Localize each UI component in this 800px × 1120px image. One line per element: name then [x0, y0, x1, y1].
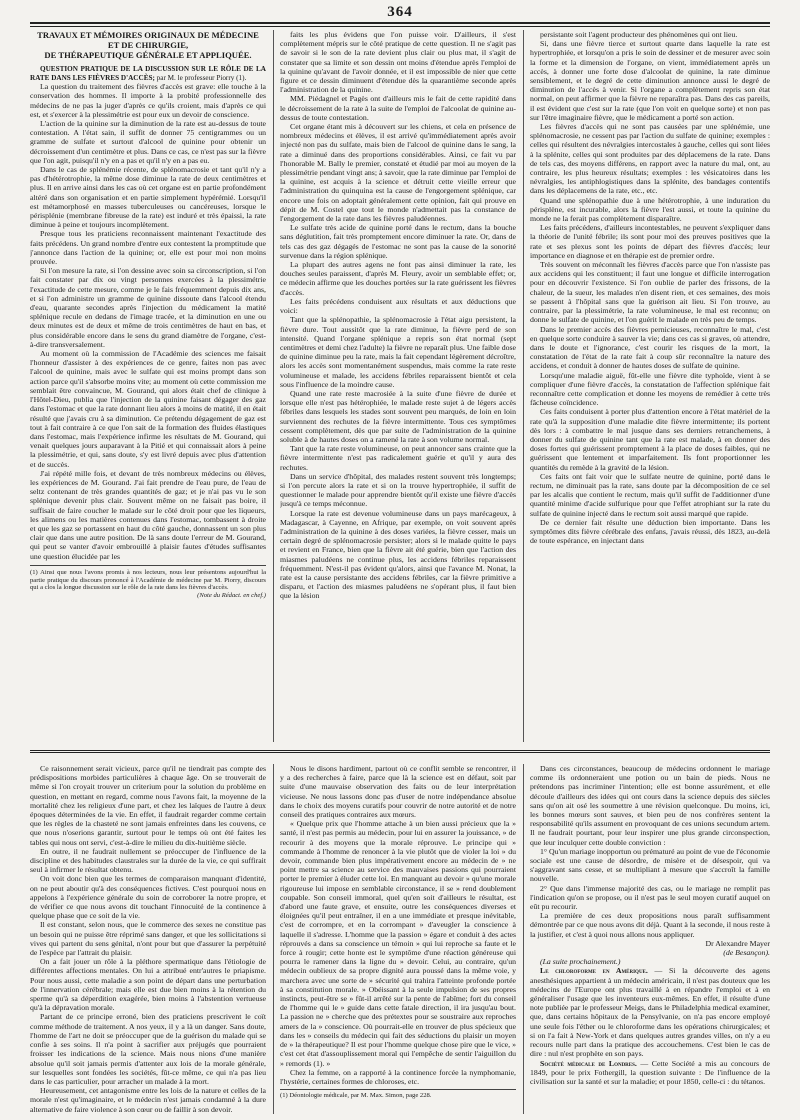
paragraph: Partant de ce principe erroné, bien des praticiens prescrivent le coït comme méthode de traitement. A nos yeux, il y a là un danger. Sans doute, l'homme de l'art ne doit se préoccuper que de la guérison du malade qui se confie à ses soins. Il n'a point à sacrifier aux préjugés que pourraient froisser les indications de la science. Mais nous nions d'une manière absolue qu'il soit jamais permis d'attenter aux lois de la morale générale, sur lesquelles sont fondées les sociétés, fût-ce même, ce qui n'a pas lieu dans le cas particulier, pour arracher un malade à la mort. — [30, 1012, 266, 1086]
header-rule — [30, 22, 770, 27]
column-divider — [523, 764, 524, 1114]
signature-name: Dr Alexandre Mayer — [705, 938, 770, 948]
paragraph: La première de ces deux propositions nous paraît suffisamment démontrée par ce que nous avons dit déjà. Quant à la seconde, il nous reste à la justifier, et c'est à quoi nous allons nous appliquer. — [530, 911, 770, 939]
paragraph: La plupart des autres agens ne font pas ainsi diminuer la rate, les douches seules paraissent, d'après M. Fleury, avoir un semblable effet; or, ce médecin affirme que les douches portées sur la rate guérissent les fièvres d'accès. — [280, 260, 516, 297]
section-divider — [30, 750, 770, 753]
paragraph: La question du traitement des fièvres d'accès est grave: elle touche à la conservation des hommes. Il importe à la probité professionnelle des médecins de ne pas la juger d'après ce qu'ils croient, mais d'après ce qui est, et s'exercer à la plessimétrie est pour eux un devoir de conscience. — [30, 82, 266, 119]
article-title — [30, 65, 266, 82]
col1-footnote-note: (Note du Rédact. en chef.) — [197, 592, 266, 600]
paragraph: « Quelque prix que l'homme attache à un bien aussi précieux que la » santé, il n'est pas permis au médecin, pour lui en assurer la jouissance, » de recourir à des moyens que la morale réprouve. Le principe qui » commande à l'homme de renoncer à la vie plutôt que de violer la loi » du devoir, commande bien plus impérativement encore au médecin de » ne point mettre sa science au service des mauvaises passions qui pourraient porter le premier à éluder cette loi. En manquant au devoir » qu'une morale rigoureuse lui impose en semblable circonstance, il se » rend doublement coupable. Son conseil immoral, quel qu'en soit d'ailleurs le résultat, est d'abord une faute grave, et ensuite, outre les conséquences diverses et éloignées qu'il peut entraîner, il en a une immédiate et presque inévitable, c'est de corrompre, et en la corrompant » d'aveugler la conscience à laquelle il s'adresse. L'homme que la passion » égare et conduit à des actes réprouvés a dans sa conscience un témoin » qui lui reproche sa faute et le force à rougir; cette honte est le symptôme d'une réaction généreuse qui pourra le ramener dans la ligne du » devoir. Celui, au contraire, qu'un médecin oublieux de sa propre dignité aura poussé dans la même voie, y marchera avec une sorte de » sécurité qui trahira l'atteinte profonde portée à sa constitution morale. » Obéissant à la seule impulsion de ses propres instincts, peut-être se » fût-il arrêté sur la pente de l'abîme; fort du conseil de l'homme qui le » guide dans cette fatale direction, il ira jusqu'au bout. La passion ne » cherche que des prétextes pour se soustraire aux reproches amers de la » conscience. Où pourrait-elle en trouver de plus spécieux que dans les » conseils du médecin qui fait des séductions du plaisir un moyen de » la thérapeutique? Il est pour l'homme quelque chose pire que le vice, » c'est cet état d'assouplissement moral qui l'empêche de sentir l'aiguillon du » remords (1). » — [280, 819, 516, 1068]
page-number: 364 — [387, 4, 413, 20]
paragraph: Dans un service d'hôpital, des malades restent souvent très longtemps; si l'on percute alors la rate et si on la trouve hypertrophiée, il suffit de questionner le malade pour apprendre bientôt qu'il existe une fièvre d'accès jusqu'à ce temps méconnue. — [280, 471, 516, 509]
paragraph: Ces faits conduisent à porter plus d'attention encore à l'état matériel de la rate qu'à la supposition d'une maladie dite fièvre intermittente; ils portent dès lors : à combattre le mal jusque dans ses derniers retranchemens, à donner du sulfate de quinine tant que la rate est malade, à en donner des doses fortes qui guérissent promptement à la place de doses faibles, qui ne guérissent que lentement et imparfaitement. Ils font proportionner les quantités du remède à la gravité de la lésion. — [530, 407, 770, 472]
paragraph: Tant que la splénopathie, la splénomacrosie à l'état aigu persistent, la fièvre dure. Tout aussitôt que la rate diminue, la fièvre perd de son intensité. Quand l'organe splénique a repris son état normal (sept centimètres et demi chez l'adulte) la fièvre ne reparaît plus. Une faible dose de quinine diminue peu la rate, mais la fait cependant légèrement décroître, alors les accès sont momentanément suspendus, mais comme la rate reste volumineuse et malade, les accidens fébriles reparaissent bientôt et cela sous l'influence de la moindre cause. — [280, 315, 516, 389]
top-column-2 — [280, 30, 516, 742]
paragraph: On a fait jouer un rôle à la pléthore spermatique dans l'étiologie de différentes affections mentales. On lui a attribué entr'autres le priapisme. Pour nous aussi, cette maladie a son point de départ dans une perturbation de l'innervation cérébrale; mais elle est due bien moins à la rétention du sperme qu'à sa déperdition exagérée, bien moins à l'abstention vertueuse qu'à la dépravation morale. — [30, 957, 266, 1013]
column-divider — [273, 764, 274, 1114]
article-title-text: QUESTION PRATIQUE DE LA DISCUSSION SUR LE RÔLE DE LA RATE DANS LES FIÈVRES D'ACCÈS; — [30, 65, 266, 82]
paragraph: De ce dernier fait résulte une déduction bien importante. Dans les symptômes dits fièvre cérébrale des enfans, j'avais réussi, dès 1823, au-delà de toute espérance, en injectant dans — [530, 517, 770, 546]
signature-location: (de Besançon). — [723, 948, 770, 958]
society-note — [530, 1059, 770, 1087]
section-heading-line-2: ET DE CHIRURGIE, — [107, 40, 189, 50]
author-signature — [530, 939, 770, 957]
paragraph: Chez la femme, on a rapporté à la continence forcée la nymphomanie, l'hystérie, certaines formes de chloroses, etc. — [280, 1067, 516, 1086]
col1-footnote — [30, 565, 266, 600]
chloroform-heading: Le chloroforme en Amérique. — [540, 966, 648, 976]
bottom-col2-body — [280, 764, 516, 1086]
paragraph: Au moment où la commission de l'Académie des sciences me faisait l'honneur d'assister à des expériences de ce genre, faites non pas avec l'alcool de quinine, mais avec le sulfate qui est moins prompt dans son action parce qu'il s'absorbe moins vite; au moment où cette commission me semblait être convaincue, M. Gourand, qui alors était chef de clinique à l'Hôtel-Dieu, publia que l'injection de la quinine faisant dégager des gaz dans l'estomac et que la rate donnant lieu alors à moins de matité, il en était résulté que j'avais cru à sa diminution. Ce prétendu dégagement de gaz est tout à fait contraire à ce que l'on sait de la formation des fluides élastiques dans l'estomac, mais l'expérience infirme les résultats de M. Gourand, qui venait quelques jours auparavant à la Pitié et qui connaissait alors à peine la plessimétrie, et qui, sans doute, s'y est livré depuis avec plus d'attention et de succès. — [30, 349, 266, 469]
paragraph: faits les plus évidens que l'on puisse voir. D'ailleurs, il s'est complètement mépris sur le côté pratique de cette question. Il ne s'agit pas de savoir si le son de la rate devient plus clair ou plus mat, il s'agit de constater que sa limite et son dessin ont moins d'étendue après l'emploi de la quinine qu'avant de l'avoir donnée, et il est impossible de nier que cette figure et ce dessin diminuent d'étendue dès la quarantième seconde après l'administration de la quinine. — [280, 30, 516, 95]
bottom-col1-body — [30, 764, 266, 1114]
section-heading — [30, 30, 266, 60]
society-text: — Cette Société a mis au concours de 1849, pour le prix Fothergill, la question suivante : De l'influence de la civilisation sur la santé et sur la maladie; et pour 1850, celle-ci : du tétanos. — [530, 1058, 770, 1086]
bottom-column-1 — [30, 764, 266, 1114]
paragraph: Tant que la rate reste volumineuse, on peut annoncer sans crainte que la fièvre intermittente n'est pas radicalement guérie et qu'il y aura des rechutes. — [280, 444, 516, 472]
col3-body — [530, 30, 770, 545]
paragraph: J'ai répété mille fois, et devant de très nombreux médecins ou élèves, les expériences de M. Gourand. J'ai fait prendre de l'eau pure, de l'eau de seltz contenant de très grandes quantités de gaz; et je n'ai pas vu le son splénique devenir plus clair. Souvent même on ne faisait pas boire, il suffisait de faire coucher le malade sur le côté droit pour que les liqueurs, les alimens ou les matières contenues dans l'estomac, tombassent à droite et que les gaz se portassent en haut du côté gauche, donnassent un son plus clair que dans une autre position. De là sans doute l'erreur de M. Gourand, qui peut se vanter d'avoir embrouillé à plaisir fautes d'études suffisantes une question élucidée par les — [30, 468, 266, 561]
paragraph: Si, dans une fièvre tierce et surtout quarte dans laquelle la rate est hypertrophiée, et lorsqu'on a pris le soin de dessiner et de mesurer avec soin la forme et la dimension de l'organe, on vient, immédiatement après un accès, à donner une forte dose d'alcoolat de quinine, la rate diminue sensiblement, et le degré de cette diminution annonce aussi le degré de diminution de l'accès à venir. Si l'organe a complètement repris son état normal, on peut affirmer que la fièvre ne reparaîtra pas. Dans des cas pareils, il est évident que c'est sur la rate (que l'on voit en quelque sorte) et non pas sur l'être imaginaire fièvre, que le médicament a porté son action. — [530, 39, 770, 122]
continuation-note: (La suite prochainement.) — [540, 957, 621, 967]
article-byline: par M. le professeur Piorry (1). — [156, 73, 247, 82]
paragraph: 1° Qu'un mariage inopportun ou prématuré au point de vue de l'économie sociale est une cause de désordre, de misère et de désespoir, qui va s'aggravant sans cesse, et se multipliant à mesure que s'accroît la famille nouvelle. — [530, 846, 770, 884]
paragraph: Cet organe étant mis à découvert sur les chiens, et cela en présence de nombreux médecins et élèves, il est arrivé qu'immédiatement après avoir injecté non pas du sulfate, mais bien de l'alcool de quinine dans le sang, la rate a diminué dans des proportions considérables. Ainsi, ce fait vu par l'honorable M. Bally le premier, constaté et étudié par moi au moyen de la plessimétrie pendant vingt ans; à savoir, que la rate diminue par l'emploi de la quinine, est acquis à la science et détruit cette vieille erreur que l'administration du quinquina est la cause de l'engorgement splénique, car encore une fois on adoptait généralement cette opinion, fait qui prouve en dépit de M. Costel que tout le monde n'admettait pas la constance de l'engorgement de la rate dans les fièvres paludéennes. — [280, 122, 516, 224]
paragraph: Lorsqu'une maladie aiguë, fût-elle une fièvre dite typhoïde, vient à se compliquer d'une fièvre d'accès, la constatation de l'affection splénique fait reconnaître cette complication et donne les moyens de remédier à cette très fâcheuse coïncidence. — [530, 370, 770, 408]
col1-body — [30, 82, 266, 561]
section-heading-line-3: DE THÉRAPEUTIQUE GÉNÉRALE ET APPLIQUÉE. — [44, 50, 252, 60]
paragraph: Quand une splénopathie due à une hétérotrophie, à une induration du périsplène, est incurable, alors la fièvre l'est aussi, et toute la quinine du monde ne la ferait pas complètement disparaître. — [530, 195, 770, 224]
column-divider — [273, 30, 274, 742]
paragraph: Nous le disons hardiment, partout où ce conflit semble se rencontrer, il y a des recherches à faire, parce que là la science est en défaut, soit par suite d'une mauvaise observation des faits ou de leur interprétation vicieuse. Ne nous lassons donc pas d'user de notre indépendance absolue dans le choix des moyens curatifs pour couvrir de notre autorité et de notre conseil des pratiques contraires aux mœurs. — [280, 764, 516, 820]
paragraph: Il est constant, selon nous, que le commerce des sexes ne constitue pas un besoin qui ne puisse être réprimé sans danger, et que les sollicitations si vives qui partent du sens génital, n'ont pour but que d'assurer la perpétuité de l'espèce par l'attrait du plaisir. — [30, 920, 266, 958]
paragraph: 2° Que dans l'immense majorité des cas, ou le mariage ne remplit pas l'indication qu'on se propose, ou il n'est pas le seul moyen curatif auquel on eût pu recourir. — [530, 883, 770, 912]
paragraph: Dans le cas de splénémie récente, de splénomacrosie et tant qu'il n'y a pas d'hétérotrophie, la même dose diminue la rate de deux centimètres et plus. Il en arrive ainsi dans les cas où cet organe est en partie profondément altéré dans son organisation et en partie simplement hypérémié. Lorsqu'il est métamorphosé en masses tuberculeuses ou cancéreuses, lorsque le périsplénie (membrane fibreuse de la rate) est induré et très épaissi, la rate diminue à peine et toujours incomplètement. — [30, 165, 266, 230]
paragraph: Si l'on mesure la rate, si l'on dessine avec soin sa circonscription, si l'on fait constater par dix ou vingt personnes exercées à la plessimétrie l'exactitude de cette mesure, comme je le fais fréquemment depuis dix ans, et si l'on administre un gramme de quinine dissoute dans l'alcool étendu d'eau, quarante secondes après l'injection du médicament la matité splénique recule en dedans de l'image tracée, et la diminution en une ou deux minutes est de deux et même de trois centimètres de haut en bas, et plus considérable encore dans le sens du grand diamètre de l'organe, c'est-à-dire transversalement. — [30, 266, 266, 349]
paragraph: Les faits précédens conduisent aux résultats et aux déductions que voici: — [280, 296, 516, 316]
paragraph: L'action de la quinine sur la diminution de la rate est au-dessus de toute contestation. A l'état sain, il suffit de donner 75 centigrammes ou un gramme de sulfate et surtout d'alcool de quinine pour obtenir un décroissement d'un centimètre et plus. Dans ce cas, ce n'est pas sur la fièvre que l'on agit, puisqu'il n'y en a pas et qu'il n'y en a pas eu. — [30, 119, 266, 165]
bottom-column-2 — [280, 764, 516, 1114]
paragraph: Ce raisonnement serait vicieux, parce qu'il ne tiendrait pas compte des prédispositions morbides particulières à chaque âge. On se trouverait de même si l'on croyait trouver un criterium pour la solution du problème en question, en mettant en regard, comme nous l'avons fait, la moyenne de la mortalité chez les religieux d'une part, et chez les laïques de l'autre à deux époques déterminées de la vie. En effet, il faudrait regarder comme certain que les règles de la chasteté ne sont jamais enfreintes dans les couvens, ce que nous n'oserions garantir, surtout pour le temps où ont été faites les tables qui nous ont servi, c'est-à-dire le milieu du dix-huitième siècle. — [30, 764, 266, 847]
section-heading-line-1: TRAVAUX ET MÉMOIRES ORIGINAUX DE MÉDECINE — [37, 30, 259, 40]
chloroform-note — [530, 966, 770, 1058]
paragraph: Les faits précédens, d'ailleurs incontestables, ne peuvent s'expliquer dans la théorie de l'unité fébrile; ils sont pour moi des preuves positives que la rate et ses plexus sont les points de départ des fièvres d'accès; leur importance en diagnose et en thérapie est de premier ordre. — [530, 223, 770, 260]
paragraph: On voit donc bien que les termes de comparaison manquant d'identité, on ne peut aboutir qu'à des conséquences fictives. C'est pourquoi nous en appelons à l'expérience générale du soin de corroborer la notre propre, et de vérifier ce que nous avons dit touchant l'innocuité de la continence à quelque phase que ce soit de la vie. — [30, 874, 266, 921]
paragraph: Très souvent on méconnaît les fièvres d'accès parce que l'on n'assiste pas aux accidens qui les constituent; il faut une longue et difficile interrogation pour en découvrir l'existence. Si l'on oublie de parler des frissons, de la chaleur, de la sueur, les malades n'en disent rien, et ces semaines, des mois se passent à l'hôpital sans que la guérison ait lieu. Si l'on trouve, au contraire, par la plessimétrie, la rate volumineuse, le mal est reconnu; on donne le sulfate de quinine, et l'on guérit le malade en très peu de temps. — [530, 260, 770, 325]
paragraph: Lorsque la rate est devenue volumineuse dans un pays marécageux, à Madagascar, à Cayenne, en Afrique, par exemple, on voit souvent après l'administration de la quinine à des doses variées, la fièvre cesser, mais un certain degré de splénomacrosie persister; alors si le malade quitte le pays et revient en France, bien que la fièvre ait été guérie, bien que l'action des miasmes paludéens ne continue plus, les accidens fébriles reparaissent fréquemment. N'est-il pas évident qu'alors, ainsi que l'avance M. Nonat, la rate est la cause persistante des accidens fébriles, car la fièvre primitive a disparu, et l'action des miasmes paludéens ne s'opérant plus, il faut bien que la lésion — [280, 508, 516, 601]
column-divider — [523, 30, 524, 742]
paragraph: Le sulfate très acide de quinine porté dans le rectum, dans la bouche sans déglutition, fait très promptement encore diminuer la rate. Or, dans de tels cas des gaz dégagés de l'estomac ne sont pas la cause de la sonorité survenue dans la région splénique. — [280, 223, 516, 260]
paragraph: Presque tous les praticiens reconnaissent maintenant l'exactitude des faits précédens. Un grand nombre d'entre eux contestent la promptitude que j'annonce dans l'action de la quinine; or, elle est pour moi non moins prouvée. — [30, 229, 266, 267]
bottom-col3-body — [530, 764, 770, 939]
col2-body — [280, 30, 516, 601]
top-column-3 — [530, 30, 770, 742]
chloroform-text: — Si la découverte des agens anesthésiques appartient à un médecin américain, il n'est pas douteux que les médecins de l'Europe ont plus travaillé à en répandre l'emploi et à en généraliser l'usage que les inventeurs eux-mêmes. En effet, il résulte d'une note publiée par le professeur Meigs, dans le Philadelphia medical examiner, que, dans certains hôpitaux de la Pensylvanie, on n'a pas encore employé une seule fois l'éther ou le chloroforme dans les opérations chirurgicales; et si on l'a fait à New-York et dans quelques autres grandes villes, on n'y a eu recours nulle part dans la pratique des accouchemens. C'est bien le cas de dire : nul n'est prophète en son pays. — [530, 966, 770, 1059]
paragraph: Ces faits ont fait voir que le sulfate neutre de quinine, porté dans le rectum, ne diminuait pas la rate, sans doute par la décomposition de ce sel par les alcalis que contient le rectum, mais qu'il suffit de l'additionner d'une quantité minime d'acide sulfurique pour que l'effet atrophiant sur la rate du sulfate de quinine injecté dans le rectum soit aussi marqué que rapide. — [530, 471, 770, 518]
paragraph: Quand une rate reste macrosiée à la suite d'une fièvre de durée et lorsque elle n'est pas hétérophiée, le malade reste sujet à de légers accès fébriles dans lesquels les stades sont souvent peu marqués, de loin en loin surviennent des rechutes de la fièvre intermittente. Tous ces symptômes cessent complètement, dès que par suite de l'administration de la quinine soluble à de hautes doses on a ramené la rate à son volume normal. — [280, 388, 516, 444]
top-column-1 — [30, 30, 266, 742]
bottom-col2-footnote: (1) Déontologie médicale, par M. Max. Simon, page 228. — [280, 1089, 516, 1100]
paragraph: MM. Piédagnel et Pagès ont d'ailleurs mis le fait de cette rapidité dans le décroissement de la rate à la suite de l'emploi de l'alcoolat de quinine au-dessus de toute contestation. — [280, 94, 516, 122]
paragraph: Heureusement, cet antagonisme entre les lois de la nature et celles de la morale n'est qu'imaginaire, et le médecin n'est jamais condamné à la dure alternative de faire violence à son cœur ou de faillir à son devoir. — [30, 1086, 266, 1114]
paragraph: Les fièvres d'accès qui ne sont pas causées par une splénémie, une splénomacrosie, ne cessent pas par l'action du sulfate de quinine; exemples : celles qui résultent des névralgies intercostales à gauche, celles qui sont liées à la splénite, celles qui sont produites par des déplacemens de la rate. Dans de tels cas, des moyens différens, en rapport avec la nature du mal, ont, au contraire, les plus heureux résultats; exemples : les vésicatoires dans les névralgies, les antiphlogistiques dans la splénite, des bandages contentifs dans les déplacemens de la rate, etc., etc. — [530, 122, 770, 196]
bottom-column-3 — [530, 764, 770, 1114]
paragraph: Dans le premier accès des fièvres pernicieuses, reconnaître le mal, c'est en quelque sorte conduire à sauver la vie; dans ces cas si graves, où attendre, dans le doute et l'ignorance, c'est courir les risques de la mort, la constatation de l'état de la rate fait à coup sûr reconnaître la nature des accidens, et conduit à donner de hautes doses de sulfate de quinine. — [530, 324, 770, 371]
paragraph: En outre, il ne faudrait nullement se préoccuper de l'influence de la discipline et des habitudes claustrales sur la durée de la vie, ce qui suffirait seul à infirmer le résultat obtenu. — [30, 846, 266, 875]
paragraph: Dans ces circonstances, beaucoup de médecins ordonnent le mariage comme ils ordonneraient une potion ou un bain de pieds. Nous ne prétendons pas incriminer l'intention; elle est bonne assurément, et elle découle d'ailleurs des idées qui ont cours dans la science depuis des siècles sans qu'on ait osé les soumettre à une révision quelconque. Du moins, ici, les bonnes mœurs sont sauves, et bien peu de nos confrères sentent la responsabilité qu'ils assument en provoquant de ces unions secundum artem. Il ne faudrait pourtant, pour leur inspirer une plus grande circonspection, que leur inculquer cette double conviction : — [530, 764, 770, 847]
paragraph: persistante soit l'agent producteur des phénomènes qui ont lieu. — [540, 30, 738, 39]
col1-footnote-text: (1) Ainsi que nous l'avons promis à nos lecteurs, nous leur présentons aujourd'hui la partie pratique du discours prononcé à l'Académie de médecine par M. Piorry, discours qui a clos la longue discussion sur le rôle de la rate dans les fièvres d'accès. — [30, 568, 266, 592]
society-heading: Société médicale de Londres. — [540, 1058, 637, 1068]
